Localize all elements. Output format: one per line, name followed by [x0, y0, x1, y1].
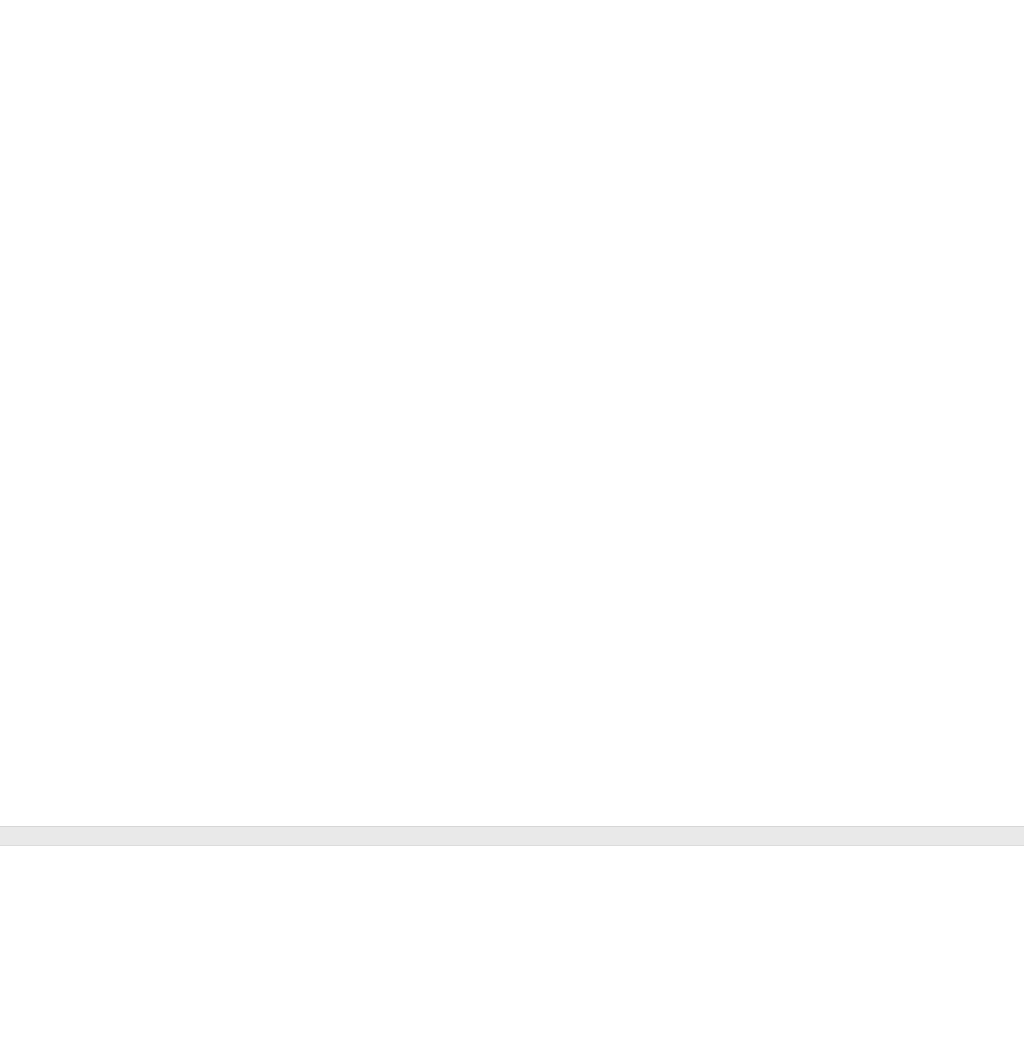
page-break-divider: [0, 826, 1024, 846]
